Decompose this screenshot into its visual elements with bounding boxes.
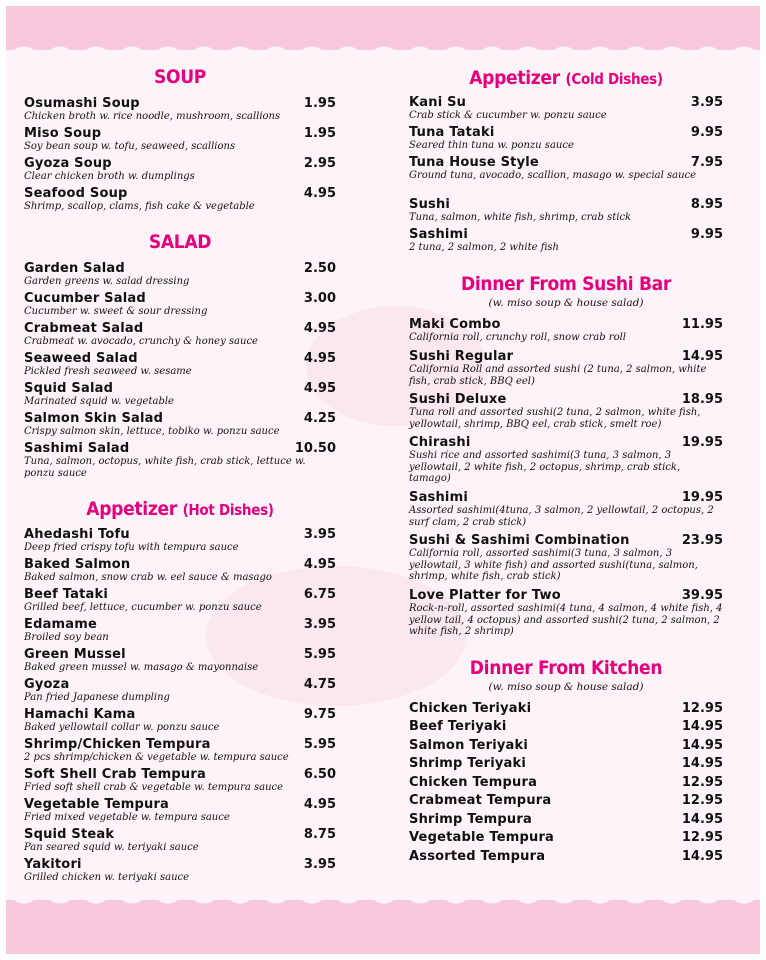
item-name: Ahedashi Tofu (24, 527, 130, 542)
item-description: California roll, assorted sashimi(3 tuna, 3 salmon, 3 yellowtail, 3 white fish) and assorted sushi(tuna, salmon, shrimp, white fish, crab stick) (409, 548, 698, 582)
item-name: Sashimi (409, 227, 468, 242)
item-name: Vegetable Tempura (409, 830, 555, 845)
item-name: Kani Su (409, 95, 467, 110)
item-price: 6.75 (303, 587, 336, 602)
item-name: Osumashi Soup (24, 96, 140, 111)
item-name: Sushi (409, 197, 451, 212)
item-description: Crab stick & cucumber w. ponzu sauce (409, 110, 607, 121)
section-title-soup: SOUP (153, 66, 207, 88)
item-description: Crispy salmon skin, lettuce, tobiko w. ponzu sauce (24, 426, 280, 437)
item-price: 14.95 (681, 849, 723, 864)
item-price: 3.00 (303, 291, 336, 306)
item-description: Grilled chicken w. teriyaki sauce (24, 872, 190, 883)
item-name: Sushi & Sashimi Combination (409, 533, 630, 548)
item-name: Sushi Regular (409, 349, 514, 364)
item-price: 12.95 (681, 793, 723, 808)
item-name: Salmon Teriyaki (409, 738, 529, 753)
item-name: Beef Teriyaki (409, 719, 507, 734)
item-price: 4.95 (303, 381, 336, 396)
item-name: Sashimi (409, 490, 468, 505)
item-description: California Roll and assorted sushi (2 tuna, 2 salmon, white fish, crab stick, BBQ eel) (409, 364, 707, 387)
item-price: 11.95 (681, 317, 723, 332)
item-price: 3.95 (303, 527, 336, 542)
item-price: 23.95 (681, 533, 723, 548)
item-price: 4.95 (303, 321, 336, 336)
item-name: Green Mussel (24, 647, 126, 662)
item-name: Gyoza (24, 677, 70, 692)
item-description: Pickled fresh seaweed w. sesame (24, 366, 192, 377)
item-name: Seaweed Salad (24, 351, 138, 366)
item-description: Pan seared squid w. teriyaki sauce (24, 842, 199, 853)
section-title-sub: (Cold Dishes) (565, 70, 663, 88)
item-price: 14.95 (681, 349, 723, 364)
section-title-appetizer-cold (409, 67, 723, 89)
section-title-main: Appetizer (86, 498, 177, 520)
item-price: 3.95 (303, 617, 336, 632)
item-price: 19.95 (681, 435, 723, 450)
item-description: Tuna roll and assorted sushi(2 tuna, 2 salmon, white fish, yellowtail, shrimp, BBQ eel, crab stick, smelt roe) (409, 407, 701, 430)
item-price: 2.95 (303, 156, 336, 171)
item-name: Salmon Skin Salad (24, 411, 164, 426)
item-name: Cucumber Salad (24, 291, 146, 306)
item-price: 14.95 (681, 756, 723, 771)
item-name: Squid Steak (24, 827, 115, 842)
item-name: Miso Soup (24, 126, 102, 141)
item-price: 4.95 (303, 797, 336, 812)
item-price: 4.25 (303, 411, 336, 426)
item-name: Sashimi Salad (24, 441, 130, 456)
item-price: 12.95 (681, 830, 723, 845)
item-description: Chicken broth w. rice noodle, mushroom, scallions (24, 111, 281, 122)
item-name: Yakitori (24, 857, 82, 872)
item-price: 14.95 (681, 719, 723, 734)
item-name: Squid Salad (24, 381, 114, 396)
item-name: Hamachi Kama (24, 707, 136, 722)
section-title-main: Appetizer (469, 67, 560, 89)
item-price: 4.75 (303, 677, 336, 692)
item-description: Crabmeat w. avocado, crunchy & honey sauce (24, 336, 258, 347)
section-title-appetizer-hot (24, 498, 336, 520)
item-name: Crabmeat Salad (24, 321, 144, 336)
item-name: Vegetable Tempura (24, 797, 170, 812)
item-name: Tuna Tataki (409, 125, 495, 140)
item-price: 10.50 (294, 441, 336, 456)
item-name: Sushi Deluxe (409, 392, 507, 407)
item-name: Assorted Tempura (409, 849, 546, 864)
item-price: 1.95 (303, 96, 336, 111)
item-price: 5.95 (303, 737, 336, 752)
item-description: Clear chicken broth w. dumplings (24, 171, 195, 182)
item-price: 14.95 (681, 738, 723, 753)
section-title-kitchen: Dinner From Kitchen (469, 657, 663, 679)
item-name: Tuna House Style (409, 155, 539, 170)
item-price: 5.95 (303, 647, 336, 662)
item-price: 14.95 (681, 812, 723, 827)
item-name: Soft Shell Crab Tempura (24, 767, 206, 782)
item-description: 2 pcs shrimp/chicken & vegetable w. tempura sauce (24, 752, 289, 763)
item-name: Garden Salad (24, 261, 125, 276)
item-name: Chicken Teriyaki (409, 701, 532, 716)
item-name: Chicken Tempura (409, 775, 538, 790)
section-note-kitchen: (w. miso soup & house salad) (488, 681, 644, 693)
item-name: Gyoza Soup (24, 156, 112, 171)
item-price: 12.95 (681, 701, 723, 716)
item-name: Edamame (24, 617, 98, 632)
item-description: Fried soft shell crab & vegetable w. tempura sauce (24, 782, 284, 793)
item-name: Shrimp Tempura (409, 812, 532, 827)
item-price: 8.75 (303, 827, 336, 842)
item-description: Cucumber w. sweet & sour dressing (24, 306, 208, 317)
item-description: Seared thin tuna w. ponzu sauce (409, 140, 574, 151)
item-name: Maki Combo (409, 317, 501, 332)
item-name: Love Platter for Two (409, 588, 561, 603)
item-description: Sushi rice and assorted sashimi(3 tuna, 3 salmon, 3 yellowtail, 2 white fish, 2 octopus, shrimp, crab stick, tamago) (409, 450, 681, 484)
item-price: 7.95 (690, 155, 723, 170)
item-description: Assorted sashimi(4tuna, 3 salmon, 2 yellowtail, 2 octopus, 2 surf clam, 2 crab stick) (409, 505, 714, 528)
item-description: Grilled beef, lettuce, cucumber w. ponzu sauce (24, 602, 262, 613)
section-title-sushi-bar: Dinner From Sushi Bar (460, 273, 672, 295)
item-description: Pan fried Japanese dumpling (24, 692, 170, 703)
item-name: Shrimp/Chicken Tempura (24, 737, 211, 752)
item-description: Marinated squid w. vegetable (24, 396, 174, 407)
item-description: Rock-n-roll, assorted sashimi(4 tuna, 4 salmon, 4 white fish, 4 yellow tail, 4 octopus) and assorted sushi(2 tuna, 2 salmon, 2 white fish, 2 shrimp) (409, 603, 723, 637)
item-price: 39.95 (681, 588, 723, 603)
item-description: Soy bean soup w. tofu, seaweed, scallions (24, 141, 236, 152)
section-note-sushi-bar: (w. miso soup & house salad) (488, 297, 644, 309)
item-description: Broiled soy bean (24, 632, 109, 643)
item-price: 19.95 (681, 490, 723, 505)
section-title-sub: (Hot Dishes) (182, 501, 274, 519)
item-name: Chirashi (409, 435, 471, 450)
item-price: 9.95 (690, 227, 723, 242)
section-title-salad: SALAD (148, 231, 212, 253)
item-price: 8.95 (690, 197, 723, 212)
item-price: 6.50 (303, 767, 336, 782)
item-description: Shrimp, scallop, clams, fish cake & vegetable (24, 201, 255, 212)
bottom-scallop-border (6, 888, 760, 914)
item-price: 1.95 (303, 126, 336, 141)
item-price: 12.95 (681, 775, 723, 790)
item-price: 9.75 (303, 707, 336, 722)
item-description: Tuna, salmon, octopus, white fish, crab stick, lettuce w. ponzu sauce (24, 456, 306, 479)
item-price: 2.50 (303, 261, 336, 276)
item-name: Beef Tataki (24, 587, 108, 602)
item-price: 9.95 (690, 125, 723, 140)
item-price: 3.95 (303, 857, 336, 872)
menu-page (6, 6, 760, 954)
item-description: 2 tuna, 2 salmon, 2 white fish (409, 242, 559, 253)
item-name: Seafood Soup (24, 186, 128, 201)
item-name: Baked Salmon (24, 557, 131, 572)
item-price: 4.95 (303, 351, 336, 366)
item-price: 3.95 (690, 95, 723, 110)
item-name: Shrimp Teriyaki (409, 756, 527, 771)
item-description: Baked yellowtail collar w. ponzu sauce (24, 722, 220, 733)
item-description: Fried mixed vegetable w. tempura sauce (24, 812, 230, 823)
item-price: 18.95 (681, 392, 723, 407)
item-price: 4.95 (303, 186, 336, 201)
top-scallop-border (6, 36, 760, 62)
item-description: Garden greens w. salad dressing (24, 276, 190, 287)
item-price: 4.95 (303, 557, 336, 572)
item-description: California roll, crunchy roll, snow crab roll (409, 332, 626, 343)
item-description: Baked salmon, snow crab w. eel sauce & masago (24, 572, 272, 583)
item-description: Baked green mussel w. masago & mayonnaise (24, 662, 259, 673)
item-description: Deep fried crispy tofu with tempura sauce (24, 542, 239, 553)
item-name: Crabmeat Tempura (409, 793, 552, 808)
item-description: Tuna, salmon, white fish, shrimp, crab stick (409, 212, 632, 223)
item-description: Ground tuna, avocado, scallion, masago w. special sauce (409, 170, 697, 181)
